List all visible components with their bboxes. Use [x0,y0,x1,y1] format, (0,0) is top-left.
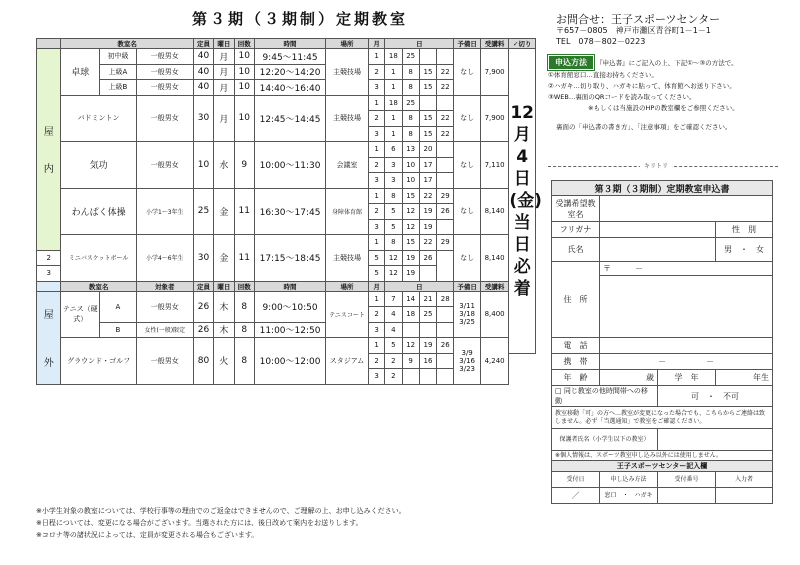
header-day: 曜日 [214,39,234,49]
header-month: 月 [368,39,384,49]
note-1: ※小学生対象の教室については、学校行事等の理由でのご返金はできませんので、ご理解の上、お申し込みください。 [36,507,406,515]
class-badminton: バドミントン [61,95,136,142]
class-name-field[interactable] [600,196,773,222]
class-takkyu: 卓球 [61,49,100,96]
class-tennis: テニス（硬式） [61,291,100,338]
form-title: 第３期（３期制）定期教室申込書 [552,181,773,196]
notes [36,505,406,541]
age-field[interactable]: 歳 [600,370,658,386]
category-indoor: 屋 内 [37,49,61,251]
note-3: ※コロナ等の諸状況によっては、定員が変更される場合もございます。 [36,531,259,539]
header-pre: 予備日 [454,39,480,49]
deadline-notice: 12月4日(金)当日必着 [509,49,536,354]
name-field[interactable] [600,238,716,262]
application-method: 申込方法 『申込書』にご記入の上、下記①～③の方法で。 ①体育館窓口…直接お持ちください。 ②ハガキ…切り取り、ハガキに貼って、体育館へお送り下さい。 ③WEB…裏面のQRコードを読み取ってください。 ※もしくは当施設のHPの教室欄をご参照ください。 裏面の「申込書の書き方」、「注意事項」をご確認ください。 [548,55,776,133]
header-cap: 定員 [193,39,213,49]
sex-field[interactable]: 男 ・ 女 [716,238,773,262]
furigana-field[interactable] [600,222,716,238]
grade-field[interactable]: 年生 [716,370,773,386]
schedule-table: 教室名 定員 曜日 回数 時間 場所 月 日 予備日 受講料 ✓切り 屋 内 卓球 初中級 一般男女 40 月 10 9:45～11:45 主競技場 1 18 25 なし 7,900 12月4日(金)当日必着 上級A 一般男女 40 月 10 12:20～14:20 2 1 8 15 22 上級B 一般男女 40 月 10 14:40～16:40 3 1 8 15 22 バドミントン 一般男女 30 月 10 12:45～14:45 主競技場 1 18 25 なし 7,900 2 1 8 15 22 3 1 8 15 22 気功 一般男女 10 水 9 10:00～11:30 会議室 1 6 13 20 なし 7,110 2 3 10 17 3 3 10 17 わんぱく体操 小学1～3年生 25 金 11 16:30～17:45 身障体育館 1 8 15 22 29 なし 8,140 2 5 12 19 26 3 5 12 19 ミニバスケットボール 小学4～6年生 30 金 11 17:15～18:45 主競技場 1 8 15 22 29 なし 8,140 2 5 12 19 26 3 5 12 19 教室名 対象者 定員 曜日 回数 時間 場所 月 日 予備日 受講料 屋 外 テニス（硬式） A 一般男女 26 木 8 9:00～10:50 テニスコート 1 7 14 21 28 3/11 3/18 3/25 8,400 2 4 18 25 B 女性(一般)限定 26 木 8 11:00～12:50 3 4 グラウンド・ゴルフ 一般男女 80 火 8 10:00～12:00 スタジアム 1 5 12 19 26 3/9 3/16 3/23 4,240 2 2 9 16 3 2 [36,38,536,385]
contact-line2: 〒657－0805 神戸市灘区青谷町1－1－1 [556,26,711,35]
header-place: 場所 [326,39,369,49]
mobile-field[interactable]: － － [600,354,773,370]
category-outdoor: 屋 外 [37,291,61,384]
header-deadline: ✓切り [509,39,536,49]
page-title: 第３期（３期制）定期教室 [191,10,408,28]
contact-line3: TEL 078－802－0223 [556,37,646,46]
header-time: 時間 [254,39,325,49]
class-ground-golf: グラウンド・ゴルフ [61,338,136,385]
header-class: 教室名 [61,39,193,49]
contact-line1: お問合せ：王子スポーツセンター [556,13,721,26]
address-field[interactable] [600,276,773,338]
cut-label: キリトリ [640,161,672,170]
move-checkbox[interactable]: □ 同じ教室の他時間帯への移動 [552,386,658,407]
header-times: 回数 [234,39,254,49]
guardian-field[interactable] [658,429,773,451]
postal-field[interactable]: 〒 － [600,262,773,276]
method-badge: 申込方法 [548,55,594,70]
header-row [37,39,536,49]
class-minibasket: ミニバスケットボール [61,235,136,282]
class-kikou: 気功 [61,142,136,189]
phone-field[interactable] [600,338,773,354]
application-form: 第３期（３期制）定期教室申込書 受講希望教室名 フリガナ 性 別 氏名 男 ・ 女 住 所 〒 － 電 話 携 帯 － － 年 齢 歳 学 年 年生 □ 同じ教室の他時間帯への移動 可 ・ 不可 教室移動「可」の方へ…教室が変更になった場合でも、こちらからご連絡は致しません。必ず「当選通知」で教室をご確認ください。 保護者氏名（小学生以下の教室） ※個人情報は、スポーツ教室申し込み以外には使用しません。 王子スポーツセンター記入欄 受付日 申し込み方法 受付番号 入力者 ／ 窓口 ・ ハガキ [551,180,773,504]
staff-section: 王子スポーツセンター記入欄 [552,461,773,472]
contact-info [556,14,720,47]
move-choice[interactable]: 可 ・ 不可 [658,386,773,407]
class-wanpaku: わんぱく体操 [61,188,136,235]
header-fee: 受講料 [480,39,509,49]
note-2: ※日程については、変更になる場合がございます。当選された方には、後日改めて案内をお送りします。 [36,519,363,527]
header-date: 日 [385,39,454,49]
